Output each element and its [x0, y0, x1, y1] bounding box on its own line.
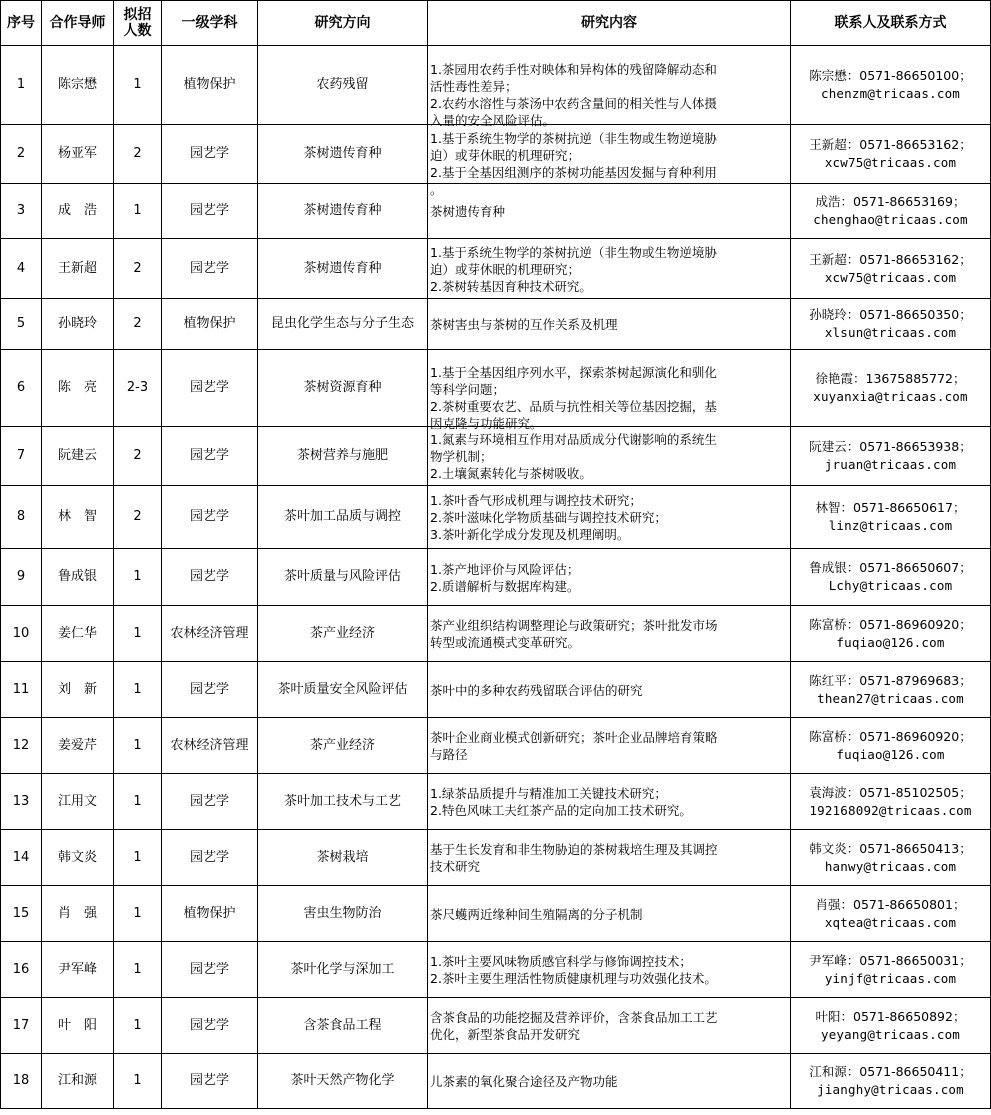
table-row: [1, 1054, 991, 1109]
cell-quota: 1: [114, 942, 162, 998]
cell-direction: 茶叶加工技术与工艺: [258, 774, 428, 830]
content-line: 入量的安全风险评估。: [430, 112, 556, 128]
table-row: [1, 46, 991, 125]
cell-direction: 茶产业经济: [258, 606, 428, 662]
cell-seq: 13: [1, 774, 42, 830]
table-row: [1, 486, 991, 549]
cell-mentor: 成 浩: [42, 184, 114, 239]
contact-email: fuqiao@126.com: [836, 746, 945, 762]
cell-discipline: 园艺学: [162, 427, 258, 486]
cell-content: [428, 299, 791, 350]
contact-phone: 成浩：0571-86653169；: [815, 194, 966, 209]
cell-contact: [791, 774, 991, 830]
contact-email: jianghy@tricaas.com: [817, 1082, 964, 1097]
cell-direction: 茶树遗传育种: [258, 239, 428, 299]
cell-mentor: 鲁成银: [42, 549, 114, 606]
contact-phone: 袁海波：0571-85102505；: [809, 784, 972, 800]
cell-direction: 茶树资源育种: [258, 350, 428, 427]
table-row: [1, 886, 991, 942]
cell-direction: 昆虫化学生态与分子生态: [258, 299, 428, 350]
contact-phone: 王新超：0571-86653162；: [809, 137, 972, 152]
table-row: [1, 239, 991, 299]
content-line: 1.茶产地评价与风险评估；: [430, 561, 580, 577]
contact-email: thean27@tricaas.com: [817, 690, 964, 706]
cell-content: [428, 184, 791, 239]
content-line: 活性毒性差异；: [430, 78, 518, 94]
contact-phone: 肖强：0571-86650801；: [815, 896, 966, 912]
content-line: 2.质谱解析与数据库构建。: [430, 578, 580, 594]
cell-mentor: 刘 新: [42, 662, 114, 718]
header-quota-line1: 拟招: [123, 7, 152, 23]
cell-direction: 茶叶质量与风险评估: [258, 549, 428, 606]
content-line: 1.茶叶主要风味物质感官科学与修饰调控技术；: [430, 954, 692, 969]
cell-quota: 2-3: [114, 350, 162, 427]
table-row: [1, 184, 991, 239]
content-line: 2.农药水溶性与茶汤中农药含量间的相关性与人体摄: [430, 95, 717, 111]
table-row: [1, 606, 991, 662]
content-line: 优化，新型茶食品开发研究: [430, 1027, 581, 1042]
cell-seq: 9: [1, 549, 42, 606]
content-line: 2.土壤氮素转化与茶树吸收。: [430, 466, 592, 481]
content-line: 1.茶叶香气形成机理与调控技术研究；: [430, 493, 642, 508]
cell-contact: [791, 486, 991, 549]
cell-seq: 17: [1, 998, 42, 1054]
header-contact: 联系人及联系方式: [791, 1, 991, 46]
cell-quota: 1: [114, 998, 162, 1054]
cell-contact: [791, 662, 991, 718]
cell-content: [428, 606, 791, 662]
contact-phone: 陈红平：0571-87969683；: [809, 672, 972, 688]
cell-discipline: 园艺学: [162, 239, 258, 299]
cell-quota: 2: [114, 427, 162, 486]
content-line: 儿茶素的氧化聚合途径及产物功能: [430, 1074, 618, 1089]
header-seq: 序号: [1, 1, 42, 46]
cell-mentor: 陈宗懋: [42, 46, 114, 125]
content-line: 茶叶中的多种农药残留联合评估的研究: [430, 682, 643, 698]
cell-quota: 1: [114, 774, 162, 830]
content-line: 。: [430, 181, 443, 197]
cell-mentor: 阮建云: [42, 427, 114, 486]
header-quota-line2: 人数: [123, 23, 152, 39]
content-line: 转型或流通模式变革研究。: [430, 635, 581, 650]
cell-seq: 12: [1, 718, 42, 774]
cell-quota: 1: [114, 1054, 162, 1109]
content-line: 2.茶树重要农艺、品质与抗性相关等位基因挖掘，基: [430, 398, 717, 414]
cell-quota: 1: [114, 830, 162, 886]
cell-mentor: 肖 强: [42, 886, 114, 942]
cell-content: [428, 886, 791, 942]
cell-contact: [791, 1054, 991, 1109]
cell-quota: 2: [114, 125, 162, 184]
cell-content: [428, 125, 791, 197]
contact-email: linz@tricaas.com: [828, 518, 953, 533]
header-row: [1, 1, 991, 46]
cell-discipline: 园艺学: [162, 662, 258, 718]
cell-discipline: 园艺学: [162, 549, 258, 606]
cell-contact: [791, 549, 991, 606]
cell-discipline: 园艺学: [162, 1054, 258, 1109]
cell-discipline: 植物保护: [162, 46, 258, 125]
content-line: 1.氮素与环境相互作用对品质成分代谢影响的系统生: [430, 432, 717, 447]
cell-content: [428, 942, 791, 998]
cell-discipline: 园艺学: [162, 184, 258, 239]
content-line: 因克隆与功能研究。: [430, 415, 543, 431]
cell-contact: [791, 427, 991, 486]
cell-discipline: 园艺学: [162, 998, 258, 1054]
contact-email: yeyang@tricaas.com: [820, 1026, 961, 1042]
cell-contact: [791, 46, 991, 125]
cell-mentor: 林 智: [42, 486, 114, 549]
cell-contact: [791, 830, 991, 886]
contact-phone: 林智：0571-86650617；: [815, 500, 966, 515]
cell-discipline: 植物保护: [162, 299, 258, 350]
cell-content: [428, 350, 791, 431]
table-row: [1, 942, 991, 998]
content-line: 3.茶叶新化学成分发现及机理阐明。: [430, 527, 630, 542]
cell-direction: 茶叶加工品质与调控: [258, 486, 428, 549]
header-mentor: 合作导师: [42, 1, 114, 46]
cell-seq: 4: [1, 239, 42, 299]
cell-seq: 16: [1, 942, 42, 998]
contact-email: xlsun@tricaas.com: [824, 325, 957, 340]
cell-direction: 茶树遗传育种: [258, 184, 428, 239]
cell-content: [428, 662, 791, 718]
content-line: 1.基于全基因组序列水平，探索茶树起源演化和驯化: [430, 364, 717, 380]
cell-quota: 1: [114, 184, 162, 239]
contact-phone: 尹军峰：0571-86650031；: [809, 952, 972, 968]
cell-content: [428, 239, 791, 299]
table-row: [1, 718, 991, 774]
cell-mentor: 尹军峰: [42, 942, 114, 998]
contact-phone: 王新超：0571-86653162；: [809, 251, 972, 267]
cell-direction: 茶树遗传育种: [258, 125, 428, 184]
content-line: 2.茶树转基因育种技术研究。: [430, 278, 592, 294]
contact-email: chenghao@tricaas.com: [813, 212, 968, 227]
cell-seq: 7: [1, 427, 42, 486]
cell-direction: 茶叶化学与深加工: [258, 942, 428, 998]
table-body: [1, 46, 991, 1109]
cell-mentor: 杨亚军: [42, 125, 114, 184]
cell-mentor: 江用文: [42, 774, 114, 830]
header-direction: 研究方向: [258, 1, 428, 46]
content-line: 等科学问题；: [430, 381, 506, 397]
content-line: 茶树害虫与茶树的互作关系及机理: [430, 317, 618, 332]
cell-contact: [791, 606, 991, 662]
contact-email: jruan@tricaas.com: [824, 457, 957, 472]
cell-mentor: 江和源: [42, 1054, 114, 1109]
cell-quota: 2: [114, 239, 162, 299]
cell-contact: [791, 886, 991, 942]
cell-direction: 害虫生物防治: [258, 886, 428, 942]
contact-phone: 叶阳：0571-86650892；: [815, 1008, 966, 1024]
header-content: 研究内容: [428, 1, 791, 46]
cell-mentor: 叶 阳: [42, 998, 114, 1054]
contact-phone: 江和源：0571-86650411；: [809, 1064, 972, 1079]
cell-mentor: 王新超: [42, 239, 114, 299]
contact-email: xcw75@tricaas.com: [824, 269, 957, 285]
contact-email: 192168092@tricaas.com: [809, 802, 972, 818]
cell-content: [428, 427, 791, 486]
content-line: 技术研究: [430, 859, 481, 874]
contact-phone: 鲁成银：0571-86650607；: [809, 560, 972, 575]
content-line: 1.基于系统生物学的茶树抗逆（非生物或生物逆境胁: [430, 130, 717, 146]
cell-discipline: 农林经济管理: [162, 718, 258, 774]
content-line: 2.特色风味工夫红茶产品的定向加工技术研究。: [430, 803, 692, 818]
cell-content: [428, 774, 791, 830]
cell-direction: 茶树营养与施肥: [258, 427, 428, 486]
table-row: [1, 998, 991, 1054]
cell-content: [428, 46, 791, 128]
cell-discipline: 园艺学: [162, 486, 258, 549]
cell-discipline: 农林经济管理: [162, 606, 258, 662]
content-line: 1.基于系统生物学的茶树抗逆（非生物或生物逆境胁: [430, 244, 717, 260]
cell-quota: 1: [114, 606, 162, 662]
cell-content: [428, 549, 791, 606]
cell-seq: 1: [1, 46, 42, 125]
cell-direction: 茶叶天然产物化学: [258, 1054, 428, 1109]
cell-seq: 18: [1, 1054, 42, 1109]
contact-phone: 陈富桥：0571-86960920；: [809, 616, 972, 632]
content-line: 迫）或芽休眠的机理研究；: [430, 261, 581, 277]
table-row: [1, 549, 991, 606]
contact-email: xuyanxia@tricaas.com: [813, 389, 968, 404]
table-row: [1, 662, 991, 718]
header-quota: [114, 1, 162, 46]
cell-contact: [791, 998, 991, 1054]
cell-seq: 15: [1, 886, 42, 942]
cell-seq: 3: [1, 184, 42, 239]
contact-email: chenzm@tricaas.com: [820, 86, 961, 101]
cell-discipline: 园艺学: [162, 774, 258, 830]
table-row: [1, 830, 991, 886]
cell-contact: [791, 350, 991, 427]
cell-seq: 5: [1, 299, 42, 350]
contact-phone: 陈富桥：0571-86960920；: [809, 728, 972, 744]
cell-content: [428, 718, 791, 774]
cell-discipline: 园艺学: [162, 830, 258, 886]
content-line: 2.茶叶滋味化学物质基础与调控技术研究；: [430, 510, 667, 525]
cell-discipline: 园艺学: [162, 125, 258, 184]
cell-direction: 含茶食品工程: [258, 998, 428, 1054]
cell-contact: [791, 125, 991, 184]
cell-contact: [791, 718, 991, 774]
table-row: [1, 125, 991, 184]
cell-quota: 1: [114, 886, 162, 942]
cell-direction: 茶产业经济: [258, 718, 428, 774]
cell-content: [428, 998, 791, 1054]
content-line: 基于生长发育和非生物胁迫的茶树栽培生理及其调控: [430, 842, 718, 857]
contact-email: fuqiao@126.com: [836, 634, 945, 650]
header-discipline: 一级学科: [162, 1, 258, 46]
cell-quota: 1: [114, 549, 162, 606]
content-line: 2.茶叶主要生理活性物质健康机理与功效强化技术。: [430, 971, 717, 986]
cell-seq: 8: [1, 486, 42, 549]
content-line: 与路径: [430, 747, 468, 762]
contact-email: yinjf@tricaas.com: [824, 970, 957, 986]
contact-phone: 韩文炎：0571-86650413；: [809, 840, 972, 856]
cell-content: [428, 486, 791, 549]
cell-discipline: 园艺学: [162, 350, 258, 427]
cell-discipline: 园艺学: [162, 942, 258, 998]
cell-mentor: 姜爱芹: [42, 718, 114, 774]
content-line: 2.基于全基因组测序的茶树功能基因发掘与育种利用: [430, 164, 717, 180]
contact-phone: 孙晓玲：0571-86650350；: [809, 307, 972, 322]
content-line: 茶树遗传育种: [430, 204, 506, 219]
contact-email: hanwy@tricaas.com: [824, 858, 957, 874]
cell-quota: 1: [114, 662, 162, 718]
content-line: 迫）或芽休眠的机理研究；: [430, 147, 581, 163]
cell-quota: 1: [114, 718, 162, 774]
table-row: [1, 427, 991, 486]
cell-mentor: 孙晓玲: [42, 299, 114, 350]
cell-seq: 10: [1, 606, 42, 662]
content-line: 含茶食品的功能挖掘及营养评价，含茶食品加工工艺: [430, 1010, 718, 1025]
cell-quota: 2: [114, 299, 162, 350]
content-line: 茶产业组织结构调整理论与政策研究；茶叶批发市场: [430, 618, 718, 633]
contact-phone: 陈宗懋：0571-86650100；: [809, 68, 972, 83]
contact-email: Lchy@tricaas.com: [828, 578, 953, 593]
contact-email: xcw75@tricaas.com: [824, 155, 957, 170]
cell-contact: [791, 239, 991, 299]
table-row: [1, 774, 991, 830]
cell-quota: 1: [114, 46, 162, 125]
cell-mentor: 韩文炎: [42, 830, 114, 886]
content-line: 物学机制；: [430, 449, 493, 464]
content-line: 茶尺蠖两近缘种间生殖隔离的分子机制: [430, 906, 643, 922]
content-line: 茶叶企业商业模式创新研究；茶叶企业品牌培育策略: [430, 730, 718, 745]
cell-content: [428, 1054, 791, 1109]
cell-seq: 6: [1, 350, 42, 427]
contact-phone: 阮建云：0571-86653938；: [809, 439, 972, 454]
contact-email: xqtea@tricaas.com: [824, 914, 957, 930]
cell-seq: 14: [1, 830, 42, 886]
cell-seq: 11: [1, 662, 42, 718]
cell-content: [428, 830, 791, 886]
cell-direction: 茶叶质量安全风险评估: [258, 662, 428, 718]
cell-contact: [791, 942, 991, 998]
cell-seq: 2: [1, 125, 42, 184]
cell-mentor: 陈 亮: [42, 350, 114, 427]
cell-direction: 茶树栽培: [258, 830, 428, 886]
content-line: 1.茶园用农药手性对映体和异构体的残留降解动态和: [430, 61, 717, 77]
cell-discipline: 植物保护: [162, 886, 258, 942]
cell-mentor: 姜仁华: [42, 606, 114, 662]
content-line: 1.绿茶品质提升与精准加工关键技术研究；: [430, 786, 667, 801]
cell-contact: [791, 299, 991, 350]
cell-contact: [791, 184, 991, 239]
table-row: [1, 350, 991, 427]
contact-phone: 徐艳霞：13675885772；: [815, 371, 966, 386]
table-row: [1, 299, 991, 350]
cell-direction: 农药残留: [258, 46, 428, 125]
cell-quota: 2: [114, 486, 162, 549]
